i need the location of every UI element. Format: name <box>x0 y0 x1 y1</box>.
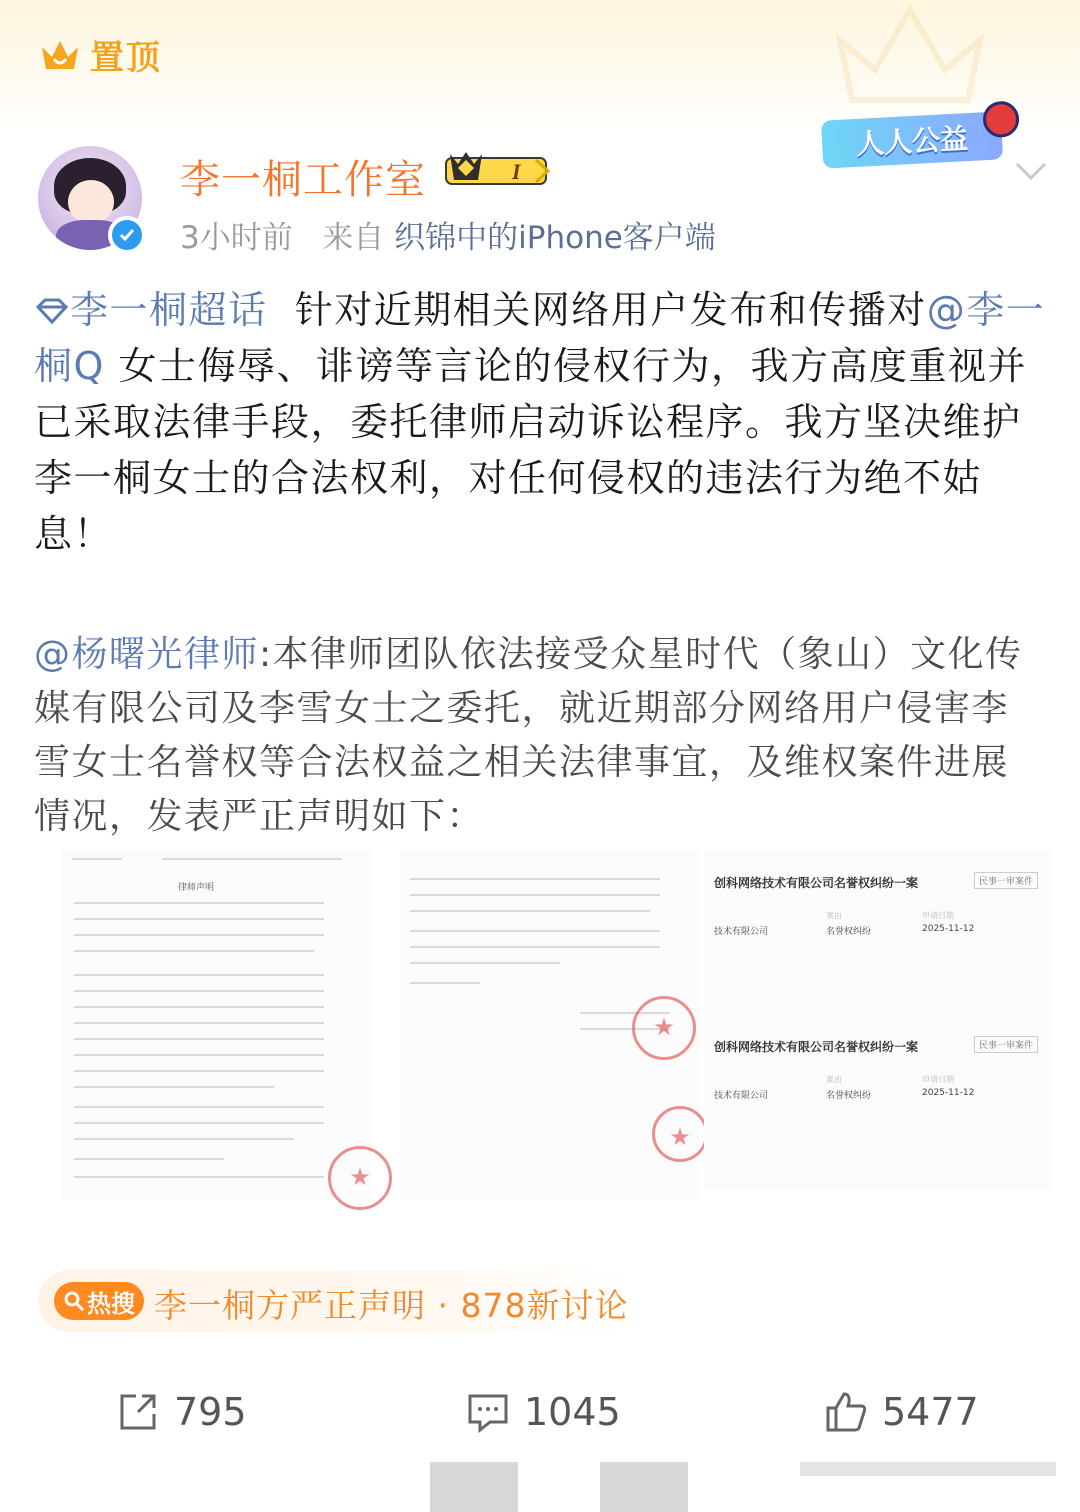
quoted-text <box>34 628 1046 844</box>
image-grid <box>62 850 1052 1200</box>
comment-button[interactable] <box>466 1390 621 1434</box>
super-topic-label: 李一桐超话 <box>70 288 268 332</box>
hot-search-bar[interactable] <box>38 1270 638 1332</box>
like-button[interactable] <box>824 1390 979 1434</box>
super-topic-link[interactable] <box>34 288 268 332</box>
hot-search-badge-label: 热搜 <box>87 1289 135 1318</box>
case-date: 2025-11-12 <box>922 924 975 934</box>
post-text-part2: 女士侮辱、诽谤等言论的侵权行为，我方高度重视并已采取法律手段，委托律师启动诉讼程序。我方坚决维护李一桐女士的合法权利，对任何侵权的违法行为绝不姑息！ <box>34 344 1028 556</box>
vip-level: I <box>512 159 521 184</box>
quoted-body: :本律师团队依法接受众星时代（象山）文化传媒有限公司及李雪女士之委托，就近期部分网络用户侵害李雪女士名誉权等合法权益之相关法律事宜，及维权案件进展情况，发表严正声明如下： <box>34 634 1023 837</box>
bottom-tab-placeholder <box>800 1462 1056 1476</box>
bottom-tab-placeholder <box>600 1462 688 1512</box>
pinned-label: 置顶 <box>90 38 162 78</box>
thumbs-up-icon <box>824 1390 868 1434</box>
hot-search-badge <box>54 1282 144 1320</box>
case-date-label: 申请日期 <box>922 911 954 920</box>
case-title: 创科网络技术有限公司名誉权纠纷一案 <box>714 876 919 890</box>
document-image-2[interactable] <box>400 850 700 1200</box>
post-text-part1: 针对近期相关网络用户发布和传播对 <box>294 288 927 332</box>
chevron-down-icon[interactable] <box>1014 160 1048 182</box>
case-title: 创科网络技术有限公司名誉权纠纷一案 <box>714 1040 919 1054</box>
bottom-bar-fragment <box>430 1462 1080 1512</box>
like-count: 5477 <box>882 1390 979 1434</box>
seal-icon <box>652 1106 708 1162</box>
verified-icon <box>108 216 146 254</box>
search-icon <box>63 1290 85 1312</box>
case-list-image[interactable] <box>704 850 1052 1190</box>
charity-badge[interactable] <box>821 111 1003 168</box>
crown-decoration-icon <box>830 0 990 110</box>
case-tag: 民事一审案件 <box>974 1036 1038 1053</box>
author-name[interactable]: 李一桐工作室 <box>180 157 426 203</box>
diamond-icon <box>34 296 70 326</box>
vip-badge-icon <box>444 150 552 190</box>
comment-count: 1045 <box>524 1390 621 1434</box>
case-tag: 民事一审案件 <box>974 872 1038 889</box>
source-prefix: 来自 <box>322 220 385 256</box>
hot-search-text: 李一桐方严正声明 · 878新讨论 <box>154 1286 629 1325</box>
share-count: 795 <box>174 1390 247 1434</box>
pinned-indicator <box>38 30 162 79</box>
case-date: 2025-11-12 <box>922 1088 975 1098</box>
post-meta <box>180 212 716 257</box>
case-cause: 名誉权纠纷 <box>826 927 872 937</box>
post-time: 3小时前 <box>180 220 293 256</box>
case-party: 技术有限公司 <box>714 1091 769 1101</box>
document-image-1[interactable] <box>62 850 372 1200</box>
case-cause-label: 案由 <box>826 911 842 920</box>
action-bar <box>0 1390 1080 1450</box>
charity-mascot-icon <box>982 100 1020 138</box>
share-icon <box>116 1390 160 1434</box>
post-text <box>34 282 1046 562</box>
seal-icon <box>632 996 696 1060</box>
case-date-label: 申请日期 <box>922 1075 954 1084</box>
comment-icon <box>466 1390 510 1434</box>
charity-badge-label: 人人公益 <box>855 122 969 161</box>
crown-icon <box>38 35 82 75</box>
case-cause: 名誉权纠纷 <box>826 1091 872 1101</box>
case-party: 技术有限公司 <box>714 927 769 937</box>
bottom-tab-placeholder <box>430 1462 518 1512</box>
doc-title: 律师声明 <box>178 883 215 893</box>
post-source[interactable]: 织锦中的iPhone客户端 <box>394 220 716 256</box>
seal-icon <box>328 1146 392 1210</box>
case-cause-label: 案由 <box>826 1075 842 1084</box>
share-button[interactable] <box>116 1390 247 1434</box>
mention-link[interactable]: @李一桐Q <box>34 288 1046 388</box>
lawyer-mention-link[interactable]: @杨曙光律师 <box>34 634 260 675</box>
